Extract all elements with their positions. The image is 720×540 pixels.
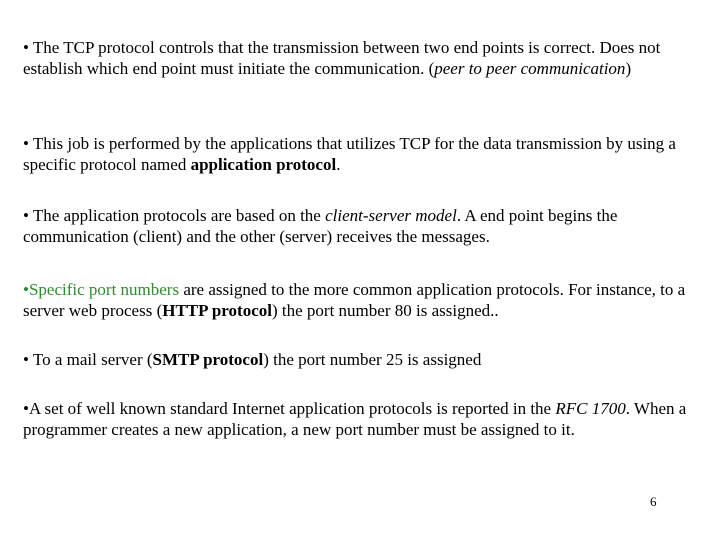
p4-highlight: Specific port numbers: [28, 280, 180, 299]
p4-bold: HTTP protocol: [162, 301, 272, 320]
p6-text: •A set of well known standard Internet application protocols is reported in the: [23, 399, 556, 418]
p3-text-end: . A end point begins the communication (client) and the other (server) receives the messages.: [23, 206, 618, 246]
p5-text-end: ) the port number 25 is assigned: [263, 350, 482, 369]
paragraph-port-numbers: [23, 279, 707, 321]
paragraph-client-server: [23, 205, 707, 247]
paragraph-tcp-control: [23, 37, 707, 79]
p2-text: • This job is performed by the applications that utilizes TCP for the data transmission by using a specific protocol named: [23, 134, 676, 174]
p1-text: • The TCP protocol controls that the transmission between two end points is correct. Does not establish which end point must initiate the communication. (: [23, 38, 661, 78]
p4-text-end: ) the port number 80 is assigned..: [271, 301, 499, 320]
p6-text-end: . When a programmer creates a new application, a new port number must be assigned to it.: [23, 399, 687, 439]
p2-text-end: .: [336, 155, 341, 174]
paragraph-smtp: [23, 349, 707, 370]
p3-italic: client-server model: [325, 206, 457, 225]
p6-italic: RFC 1700: [555, 399, 626, 418]
paragraph-rfc: [23, 398, 707, 440]
p4-text: are assigned to the more common application protocols. For instance, to a server web process (: [23, 280, 686, 320]
p1-text-end: ): [625, 59, 632, 78]
p5-bold: SMTP protocol: [152, 350, 264, 369]
p1-italic: peer to peer communication: [434, 59, 626, 78]
p5-text: • To a mail server (: [23, 350, 153, 369]
paragraph-application-job: [23, 133, 707, 175]
p2-bold: application protocol: [190, 155, 337, 174]
page-number: 6: [650, 494, 657, 509]
p4-bullet: •: [23, 280, 29, 299]
p3-text: • The application protocols are based on the: [23, 206, 326, 225]
